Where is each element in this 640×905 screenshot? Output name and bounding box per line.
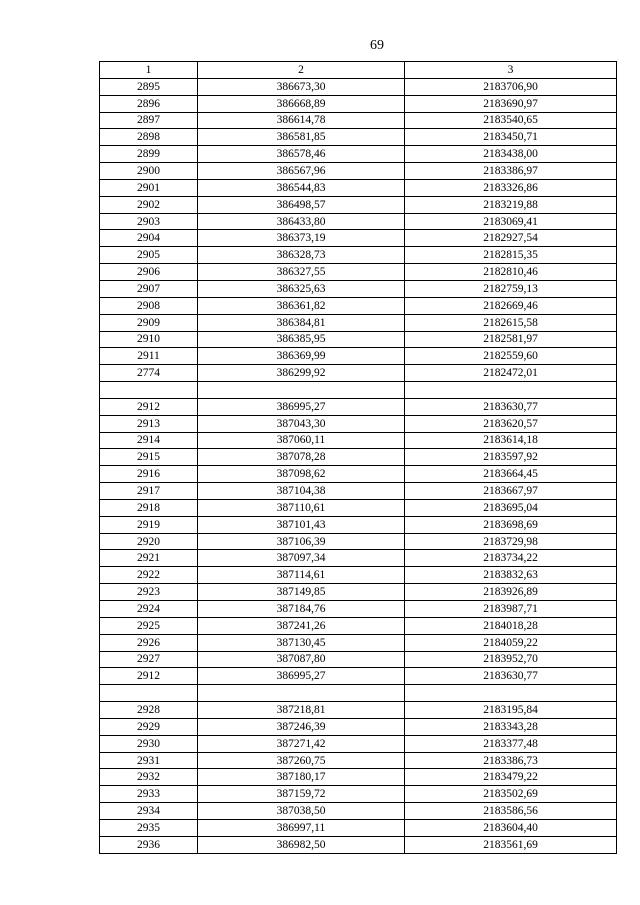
point-number-cell: 2929 xyxy=(100,718,198,735)
y-coordinate-cell: 2184059,22 xyxy=(405,634,617,651)
table-row xyxy=(100,382,617,399)
table-row xyxy=(100,398,617,415)
table-row xyxy=(100,331,617,348)
y-coordinate-cell: 2183667,97 xyxy=(405,483,617,500)
point-number-cell xyxy=(100,382,198,399)
x-coordinate-cell: 386578,46 xyxy=(198,146,405,163)
table-row xyxy=(100,230,617,247)
x-coordinate-cell: 386673,30 xyxy=(198,78,405,95)
point-number-cell: 2909 xyxy=(100,314,198,331)
point-number-cell: 2914 xyxy=(100,432,198,449)
x-coordinate-cell: 387098,62 xyxy=(198,466,405,483)
x-coordinate-cell: 387114,61 xyxy=(198,567,405,584)
y-coordinate-cell: 2182581,97 xyxy=(405,331,617,348)
x-coordinate-cell: 386995,27 xyxy=(198,668,405,685)
y-coordinate-cell xyxy=(405,382,617,399)
table-row xyxy=(100,179,617,196)
table-row xyxy=(100,819,617,836)
point-number-cell: 2930 xyxy=(100,735,198,752)
point-number-cell: 2931 xyxy=(100,752,198,769)
y-coordinate-cell: 2183734,22 xyxy=(405,550,617,567)
x-coordinate-cell xyxy=(198,685,405,702)
y-coordinate-cell: 2182669,46 xyxy=(405,297,617,314)
table-row xyxy=(100,752,617,769)
table-row xyxy=(100,567,617,584)
x-coordinate-cell: 386581,85 xyxy=(198,129,405,146)
coordinates-table xyxy=(99,61,617,854)
x-coordinate-cell: 386668,89 xyxy=(198,95,405,112)
table-row xyxy=(100,769,617,786)
table-header-row xyxy=(100,62,617,79)
x-coordinate-cell: 386433,80 xyxy=(198,213,405,230)
table-row xyxy=(100,516,617,533)
point-number-cell: 2902 xyxy=(100,196,198,213)
x-coordinate-cell: 387271,42 xyxy=(198,735,405,752)
point-number-cell: 2919 xyxy=(100,516,198,533)
y-coordinate-cell: 2183386,97 xyxy=(405,163,617,180)
point-number-cell: 2906 xyxy=(100,264,198,281)
y-coordinate-cell: 2183630,77 xyxy=(405,668,617,685)
y-coordinate-cell: 2183630,77 xyxy=(405,398,617,415)
point-number-cell: 2921 xyxy=(100,550,198,567)
x-coordinate-cell: 387218,81 xyxy=(198,702,405,719)
table-row xyxy=(100,466,617,483)
x-coordinate-cell: 387180,17 xyxy=(198,769,405,786)
y-coordinate-cell: 2183987,71 xyxy=(405,601,617,618)
x-coordinate-cell: 387130,45 xyxy=(198,634,405,651)
table-row xyxy=(100,735,617,752)
x-coordinate-cell: 387043,30 xyxy=(198,415,405,432)
x-coordinate-cell: 386384,81 xyxy=(198,314,405,331)
table-row xyxy=(100,702,617,719)
y-coordinate-cell: 2183695,04 xyxy=(405,499,617,516)
table-row xyxy=(100,129,617,146)
point-number-cell: 2903 xyxy=(100,213,198,230)
point-number-cell: 2922 xyxy=(100,567,198,584)
point-number-cell: 2912 xyxy=(100,398,198,415)
column-header-1: 1 xyxy=(100,62,198,79)
point-number-cell: 2920 xyxy=(100,533,198,550)
point-number-cell: 2925 xyxy=(100,617,198,634)
y-coordinate-cell: 2183450,71 xyxy=(405,129,617,146)
y-coordinate-cell: 2183343,28 xyxy=(405,718,617,735)
table-row xyxy=(100,146,617,163)
table-row xyxy=(100,365,617,382)
table-row xyxy=(100,836,617,853)
point-number-cell: 2904 xyxy=(100,230,198,247)
point-number-cell: 2924 xyxy=(100,601,198,618)
x-coordinate-cell: 387078,28 xyxy=(198,449,405,466)
point-number-cell: 2926 xyxy=(100,634,198,651)
x-coordinate-cell: 387159,72 xyxy=(198,786,405,803)
y-coordinate-cell: 2182815,35 xyxy=(405,247,617,264)
point-number-cell: 2901 xyxy=(100,179,198,196)
x-coordinate-cell: 387104,38 xyxy=(198,483,405,500)
point-number-cell: 2895 xyxy=(100,78,198,95)
table-body xyxy=(100,78,617,853)
y-coordinate-cell xyxy=(405,685,617,702)
table-row xyxy=(100,314,617,331)
point-number-cell: 2911 xyxy=(100,348,198,365)
x-coordinate-cell: 386299,92 xyxy=(198,365,405,382)
table-row xyxy=(100,78,617,95)
x-coordinate-cell: 387246,39 xyxy=(198,718,405,735)
x-coordinate-cell: 386328,73 xyxy=(198,247,405,264)
x-coordinate-cell: 386373,19 xyxy=(198,230,405,247)
table-row xyxy=(100,264,617,281)
x-coordinate-cell: 386544,83 xyxy=(198,179,405,196)
y-coordinate-cell: 2182615,58 xyxy=(405,314,617,331)
table-row xyxy=(100,297,617,314)
y-coordinate-cell: 2183698,69 xyxy=(405,516,617,533)
y-coordinate-cell: 2183729,98 xyxy=(405,533,617,550)
table-row xyxy=(100,718,617,735)
point-number-cell: 2928 xyxy=(100,702,198,719)
table-row xyxy=(100,651,617,668)
y-coordinate-cell: 2182759,13 xyxy=(405,280,617,297)
point-number-cell: 2900 xyxy=(100,163,198,180)
point-number-cell: 2927 xyxy=(100,651,198,668)
y-coordinate-cell: 2183926,89 xyxy=(405,584,617,601)
y-coordinate-cell: 2183069,41 xyxy=(405,213,617,230)
x-coordinate-cell: 387038,50 xyxy=(198,803,405,820)
column-header-3: 3 xyxy=(405,62,617,79)
x-coordinate-cell: 387060,11 xyxy=(198,432,405,449)
table-row xyxy=(100,634,617,651)
point-number-cell: 2908 xyxy=(100,297,198,314)
y-coordinate-cell: 2182559,60 xyxy=(405,348,617,365)
column-header-2: 2 xyxy=(198,62,405,79)
point-number-cell: 2933 xyxy=(100,786,198,803)
table-row xyxy=(100,533,617,550)
point-number-cell: 2907 xyxy=(100,280,198,297)
table-row xyxy=(100,163,617,180)
table-row xyxy=(100,786,617,803)
x-coordinate-cell: 387260,75 xyxy=(198,752,405,769)
point-number-cell: 2913 xyxy=(100,415,198,432)
point-number-cell: 2910 xyxy=(100,331,198,348)
table-row xyxy=(100,213,617,230)
point-number-cell: 2918 xyxy=(100,499,198,516)
point-number-cell: 2934 xyxy=(100,803,198,820)
x-coordinate-cell: 387184,76 xyxy=(198,601,405,618)
point-number-cell: 2905 xyxy=(100,247,198,264)
table-row xyxy=(100,685,617,702)
y-coordinate-cell: 2183952,70 xyxy=(405,651,617,668)
table-row xyxy=(100,584,617,601)
y-coordinate-cell: 2183438,00 xyxy=(405,146,617,163)
table-row xyxy=(100,348,617,365)
x-coordinate-cell: 386995,27 xyxy=(198,398,405,415)
x-coordinate-cell: 387106,39 xyxy=(198,533,405,550)
y-coordinate-cell: 2183479,22 xyxy=(405,769,617,786)
y-coordinate-cell: 2183604,40 xyxy=(405,819,617,836)
point-number-cell: 2932 xyxy=(100,769,198,786)
point-number-cell xyxy=(100,685,198,702)
point-number-cell: 2935 xyxy=(100,819,198,836)
x-coordinate-cell: 386982,50 xyxy=(198,836,405,853)
point-number-cell: 2899 xyxy=(100,146,198,163)
y-coordinate-cell: 2183706,90 xyxy=(405,78,617,95)
table-row xyxy=(100,499,617,516)
x-coordinate-cell: 387087,80 xyxy=(198,651,405,668)
point-number-cell: 2898 xyxy=(100,129,198,146)
y-coordinate-cell: 2184018,28 xyxy=(405,617,617,634)
x-coordinate-cell: 386361,82 xyxy=(198,297,405,314)
point-number-cell: 2917 xyxy=(100,483,198,500)
x-coordinate-cell: 386325,63 xyxy=(198,280,405,297)
y-coordinate-cell: 2183540,65 xyxy=(405,112,617,129)
y-coordinate-cell: 2183620,57 xyxy=(405,415,617,432)
point-number-cell: 2915 xyxy=(100,449,198,466)
x-coordinate-cell: 386385,95 xyxy=(198,331,405,348)
point-number-cell: 2923 xyxy=(100,584,198,601)
table-row xyxy=(100,449,617,466)
y-coordinate-cell: 2183195,84 xyxy=(405,702,617,719)
point-number-cell: 2896 xyxy=(100,95,198,112)
y-coordinate-cell: 2183386,73 xyxy=(405,752,617,769)
y-coordinate-cell: 2182810,46 xyxy=(405,264,617,281)
table-row xyxy=(100,550,617,567)
point-number-cell: 2897 xyxy=(100,112,198,129)
table-row xyxy=(100,112,617,129)
table-row xyxy=(100,196,617,213)
table-row xyxy=(100,483,617,500)
table-row xyxy=(100,601,617,618)
x-coordinate-cell: 386567,96 xyxy=(198,163,405,180)
point-number-cell: 2774 xyxy=(100,365,198,382)
table-row xyxy=(100,617,617,634)
y-coordinate-cell: 2183561,69 xyxy=(405,836,617,853)
page-number: 69 xyxy=(370,38,384,53)
y-coordinate-cell: 2183832,63 xyxy=(405,567,617,584)
x-coordinate-cell: 387241,26 xyxy=(198,617,405,634)
x-coordinate-cell: 387101,43 xyxy=(198,516,405,533)
x-coordinate-cell: 387097,34 xyxy=(198,550,405,567)
x-coordinate-cell: 387110,61 xyxy=(198,499,405,516)
point-number-cell: 2916 xyxy=(100,466,198,483)
x-coordinate-cell: 386498,57 xyxy=(198,196,405,213)
x-coordinate-cell: 386369,99 xyxy=(198,348,405,365)
y-coordinate-cell: 2183690,97 xyxy=(405,95,617,112)
table-row xyxy=(100,247,617,264)
y-coordinate-cell: 2183502,69 xyxy=(405,786,617,803)
table-row xyxy=(100,95,617,112)
point-number-cell: 2936 xyxy=(100,836,198,853)
table-row xyxy=(100,803,617,820)
table-row xyxy=(100,432,617,449)
table-row xyxy=(100,280,617,297)
x-coordinate-cell: 386997,11 xyxy=(198,819,405,836)
table-row xyxy=(100,415,617,432)
x-coordinate-cell: 386327,55 xyxy=(198,264,405,281)
y-coordinate-cell: 2183664,45 xyxy=(405,466,617,483)
y-coordinate-cell: 2183597,92 xyxy=(405,449,617,466)
y-coordinate-cell: 2183586,56 xyxy=(405,803,617,820)
y-coordinate-cell: 2183377,48 xyxy=(405,735,617,752)
x-coordinate-cell xyxy=(198,382,405,399)
y-coordinate-cell: 2183219,88 xyxy=(405,196,617,213)
y-coordinate-cell: 2183326,86 xyxy=(405,179,617,196)
y-coordinate-cell: 2182472,01 xyxy=(405,365,617,382)
y-coordinate-cell: 2183614,18 xyxy=(405,432,617,449)
x-coordinate-cell: 386614,78 xyxy=(198,112,405,129)
table-row xyxy=(100,668,617,685)
y-coordinate-cell: 2182927,54 xyxy=(405,230,617,247)
point-number-cell: 2912 xyxy=(100,668,198,685)
x-coordinate-cell: 387149,85 xyxy=(198,584,405,601)
